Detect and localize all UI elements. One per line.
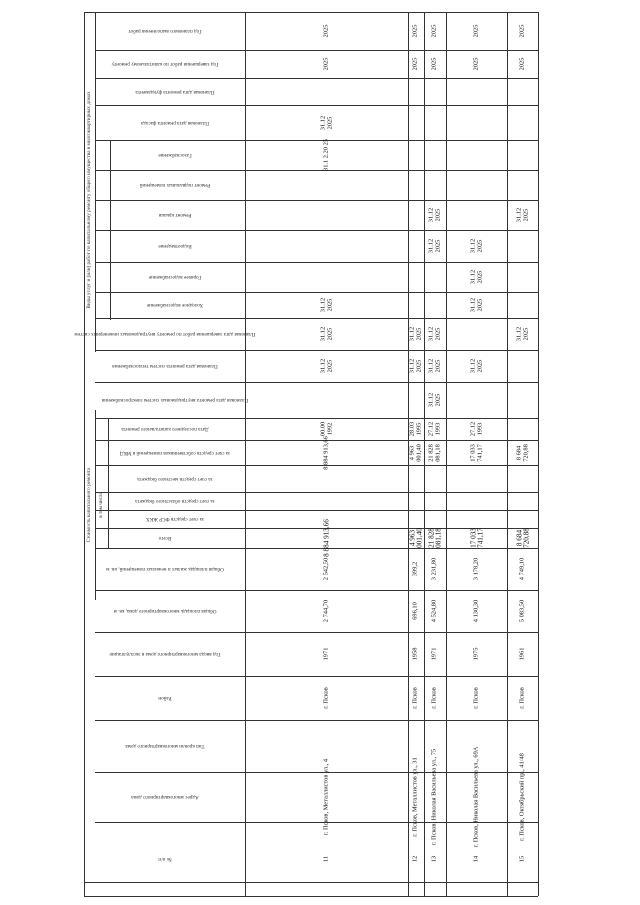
cell-water-cold: 31.12 2025	[468, 297, 483, 313]
header-owners: за счет средств собственников помещений в МКД	[119, 449, 231, 456]
cell-year-end: 2025	[518, 57, 526, 71]
table-field-rule	[95, 720, 538, 721]
cell-heat: 31.12 2025	[318, 358, 333, 374]
table-field-rule	[95, 50, 538, 51]
header-sewer: Водоотведение	[158, 243, 192, 249]
header-cost-group: Стоимость капитального ремонта	[86, 467, 92, 543]
table-field-rule	[95, 170, 538, 171]
header-budget-region: за счет средств областного бюджета	[135, 498, 215, 504]
cell-total-area: 696,10	[411, 602, 419, 620]
cell-address: г. Псков, Октябрьский пр., 41/48	[518, 753, 526, 841]
cell-year-end: 2025	[430, 57, 438, 71]
table-field-rule	[95, 105, 538, 106]
table-field-rule	[95, 418, 538, 419]
cell-year-end: 2025	[322, 57, 330, 71]
cell-living-area: 399,2	[411, 561, 419, 577]
cell-water-cold: 31.12 2025	[318, 297, 333, 313]
cell-owners: 8 684 720,88	[514, 443, 529, 462]
cell-heat: 31.12 2025	[408, 358, 422, 374]
header-year-plan: Год планового выполнения работ	[128, 28, 202, 34]
cell-total-cost: 8 684 720,88	[514, 528, 530, 548]
cell-year-built: 1975	[472, 647, 480, 661]
cell-num: 13	[430, 855, 438, 863]
cell-district: г. Псков	[472, 687, 480, 709]
cell-total-area: 5 083,50	[518, 599, 526, 623]
table-field-rule	[95, 590, 538, 591]
header-total-area: Общая площадь многоквартирного дома, кв. м	[113, 608, 217, 614]
table-row-rule	[538, 12, 539, 896]
cell-owners: 4 963 001,40	[408, 443, 422, 462]
cell-owners: 17 033 741,17	[468, 443, 483, 462]
header-water-hot: Горячее водоснабжение	[148, 274, 202, 280]
cell-total-cost: 21 828 081,18	[427, 528, 442, 548]
cell-year-built: 1971	[430, 647, 438, 661]
cell-year-plan: 2025	[472, 24, 480, 38]
table-row-rule	[446, 12, 447, 896]
table-field-rule	[95, 78, 538, 79]
table-field-rule	[95, 318, 538, 319]
cell-water-hot: 31.12 2025	[468, 269, 483, 285]
cell-living-area: 3 231,80	[430, 557, 438, 581]
header-group-rule	[108, 418, 109, 548]
header-foundation: Плановая дата ремонта фундамента	[135, 88, 215, 95]
header-works-group: Виды услуг и (или) работ по капитальному ремонту общего имущества в многоквартирных домах	[86, 91, 92, 309]
table-border-top	[84, 12, 538, 13]
cell-facade: 31.12 2025	[318, 115, 333, 130]
header-group-rule	[95, 12, 96, 352]
cell-heat: 31.12 2025	[468, 358, 483, 374]
cell-sewer: 31.12 2025	[427, 238, 441, 254]
cell-year-end: 2025	[472, 57, 480, 71]
cell-num: 14	[472, 855, 480, 863]
cell-engineering: 31.12 2025	[318, 326, 333, 342]
cell-num: 12	[411, 855, 419, 863]
cell-district: г. Псков	[322, 687, 330, 709]
header-fsr: за счет средств ФСР ЖКХ	[145, 516, 205, 522]
cell-living-area: 4 749,10	[518, 557, 526, 581]
cell-gas: 31.1 2.20 25	[322, 139, 330, 171]
cell-owners: 21 828 081,18	[427, 443, 441, 462]
header-basement: Ремонт подвальных помещений	[139, 182, 211, 188]
cell-address: г. Псков, Металлистов ул., 4	[322, 758, 330, 836]
table-field-rule	[95, 262, 538, 263]
header-year-built: Год ввода многоквартирного дома в эксплуатацию	[109, 651, 221, 657]
header-last-repair: Дата последнего капитального ремонта	[121, 426, 209, 432]
cell-roof: 31.12 2025	[427, 207, 441, 223]
table-field-rule	[95, 510, 538, 511]
table-row-rule	[245, 12, 246, 896]
table-row-rule	[507, 12, 508, 896]
cell-last-repair: 28.03 1995	[408, 421, 422, 437]
header-water-cold: Холодное водоснабжение	[146, 302, 204, 308]
table-field-rule	[95, 350, 538, 351]
cell-year-built: 1958	[411, 647, 419, 661]
header-address: Адрес многоквартирного дома	[131, 794, 199, 800]
header-budget-local: за счет средств местного бюджета	[137, 475, 213, 482]
cell-roof: 31.12 2025	[514, 207, 529, 223]
header-heat: Плановая дата ремонта систем теплоснабжения	[112, 363, 218, 369]
table-field-rule	[95, 440, 538, 441]
header-total-cost: Всего	[158, 535, 172, 541]
header-roof: Ремонт крыши	[158, 212, 192, 218]
header-year-end: Год завершения работ по капитальному ремонту	[111, 61, 219, 67]
cell-year-plan: 2025	[411, 24, 419, 38]
table-field-rule	[95, 382, 538, 383]
header-engineering: Плановая дата завершения работ по ремонту внутридомовых инженерных систем	[74, 331, 256, 337]
cell-total-area: 4 524,80	[430, 599, 438, 623]
table-field-rule	[95, 772, 538, 773]
cell-year-plan: 2025	[430, 24, 438, 38]
cell-engineering: 31.12 2025	[408, 326, 422, 342]
cell-total-cost: 8 884 913,66	[322, 519, 331, 557]
cell-heat: 31.12 2025	[427, 358, 441, 374]
cell-year-built: 1971	[322, 647, 330, 661]
cell-sewer: 31.12 2025	[468, 238, 483, 254]
cell-last-repair: 00.00 1992	[318, 421, 333, 437]
cell-electro: 31.12 2025	[427, 392, 441, 408]
cell-district: г. Псков	[411, 687, 419, 709]
cell-living-area: 2 542,50	[322, 557, 330, 581]
header-group-rule	[95, 410, 96, 600]
cell-engineering: 31.12 2025	[427, 326, 441, 342]
cell-district: г. Псков	[518, 687, 526, 709]
table-field-rule	[95, 200, 538, 201]
cell-num: 15	[518, 855, 526, 863]
header-gas: Газоснабжение	[158, 152, 192, 158]
cell-year-plan: 2025	[322, 24, 330, 38]
table-row-rule	[424, 12, 425, 896]
header-living-area: Общая площадь жилых и нежилых помещений, кв. м	[106, 566, 224, 572]
cell-last-repair: 27.12 1993	[468, 421, 483, 437]
table-field-rule	[95, 548, 538, 549]
header-district: Район	[158, 695, 172, 701]
cell-address: г. Псков, Николая Васильева ул., 75	[430, 748, 438, 846]
cell-living-area: 3 178,20	[472, 557, 480, 581]
table-field-rule	[95, 822, 538, 823]
cell-engineering: 31.12 2025	[514, 326, 529, 342]
table-field-rule	[84, 882, 538, 883]
cell-year-end: 2025	[411, 57, 419, 71]
cell-num: 11	[322, 855, 330, 863]
header-num: № п/п	[158, 856, 172, 862]
cell-last-repair: 27.12 1993	[427, 421, 441, 437]
cell-address: г. Псков, Николая Васильева ул., 69А	[472, 746, 480, 848]
table-field-rule	[95, 492, 538, 493]
table-field-rule	[95, 230, 538, 231]
header-roof-type: Тип кровли многоквартирного дома	[125, 743, 205, 749]
header-incl: в том числе	[98, 492, 104, 518]
table-border-left	[84, 12, 85, 896]
cell-year-plan: 2025	[518, 24, 526, 38]
table-field-rule	[95, 465, 538, 466]
cell-year-built: 1961	[518, 647, 526, 661]
table-field-rule	[95, 632, 538, 633]
cell-owners: 8 884 913,66	[322, 435, 330, 470]
table-field-rule	[95, 676, 538, 677]
header-electro: Плановая дата ремонта внутридомовых систем электроснабжения	[101, 397, 249, 403]
table-field-rule	[95, 140, 538, 141]
cell-total-cost: 17 033 741,17	[468, 528, 484, 548]
header-facade: Плановая дата ремонта фасада	[141, 119, 209, 126]
cell-district: г. Псков	[430, 687, 438, 709]
header-group-rule	[110, 140, 111, 320]
cell-total-cost: 4 963 001,40	[408, 528, 423, 548]
table-border-bottom	[84, 896, 538, 897]
cell-address: г. Псков, Металлистов ул., 31	[411, 757, 419, 837]
cell-total-area: 4 130,30	[472, 599, 480, 623]
table-field-rule	[95, 292, 538, 293]
cell-total-area: 2 744,70	[322, 599, 330, 623]
